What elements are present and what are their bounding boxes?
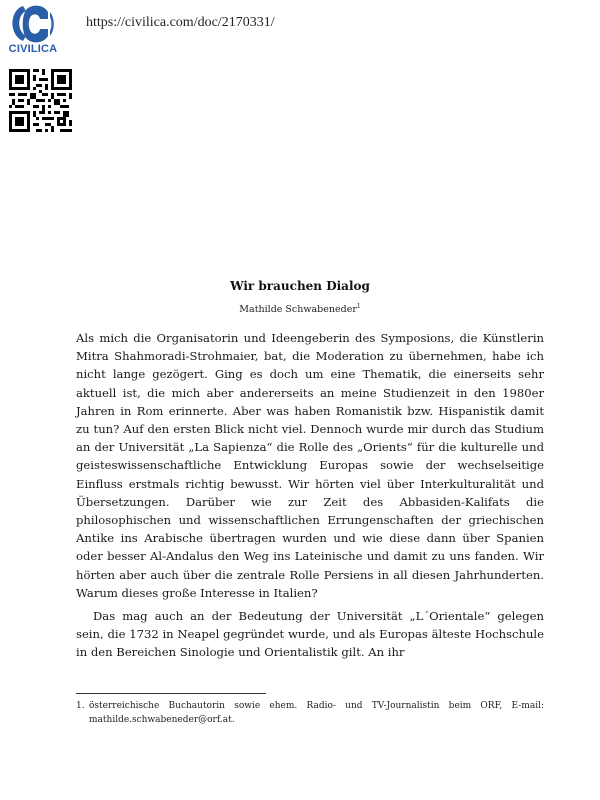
civilica-c-icon — [4, 4, 58, 44]
article-body — [76, 329, 544, 662]
article-author — [0, 303, 600, 315]
qr-code-icon — [9, 69, 72, 132]
document-url[interactable]: https://civilica.com/doc/2170331/ — [86, 15, 275, 30]
logo-text: CIVILICA — [8, 43, 58, 55]
paragraph: Als mich die Organisatorin und Ideengeberin des Symposions, die Künstlerin Mitra Shahmoradi-Strohmaier, bat, die Moderation zu übernehmen, habe ich nicht lange gezögert. Ging es doch um eine Thematik, die einerseits sehr aktuell ist, die mich aber andererseits an meine Studienzeit in den 1980er Jahren in Rom erinnerte. Aber was haben Romanistik bzw. Hispanistik damit zu tun? Auf den ersten Blick nicht viel. Dennoch wurde mir durch das Studium an der Universität „La Sapienza“ die Rolle des „Orients“ für die kulturelle und geisteswissenschaftliche Entwicklung Europas sowie der wechselseitige Einfluss erstmals richtig bewusst. Wir hörten viel über Interkulturalität und Übersetzungen. Darüber wie zur Zeit des Abbasiden-Kalifats die philosophischen und wissenschaftlichen Errungenschaften der griechischen Antike ins Arabische übertragen wurden und wie diese dann über Spanien oder besser Al-Andalus den Weg ins Lateinische und damit zu uns fanden. Wir hörten aber auch über die zentrale Rolle Persiens in all diesen Jahrhunderten. Warum dieses große Interesse in Italien? — [76, 331, 544, 600]
paragraph: Das mag auch an der Bedeutung der Universität „L´Orientale“ gelegen sein, die 1732 in Neapel gegründet wurde, und als Europas älteste Hochschule in den Bereichen Sinologie und Orientalistik gilt. An ihr — [76, 609, 544, 660]
footnote — [76, 700, 544, 727]
civilica-logo — [4, 4, 58, 56]
author-name: Mathilde Schwabeneder — [239, 304, 357, 316]
article-title: Wir brauchen Dialog — [230, 279, 370, 293]
author-footnote-mark: 1 — [356, 303, 361, 310]
footnote-number: 1. — [76, 701, 85, 711]
footnote-separator — [76, 693, 266, 694]
footnote-text: österreichische Buchautorin sowie ehem. Radio- und TV-Journalistin beim ORF, E-mail: mathilde.schwabeneder@orf.at. — [89, 701, 544, 725]
